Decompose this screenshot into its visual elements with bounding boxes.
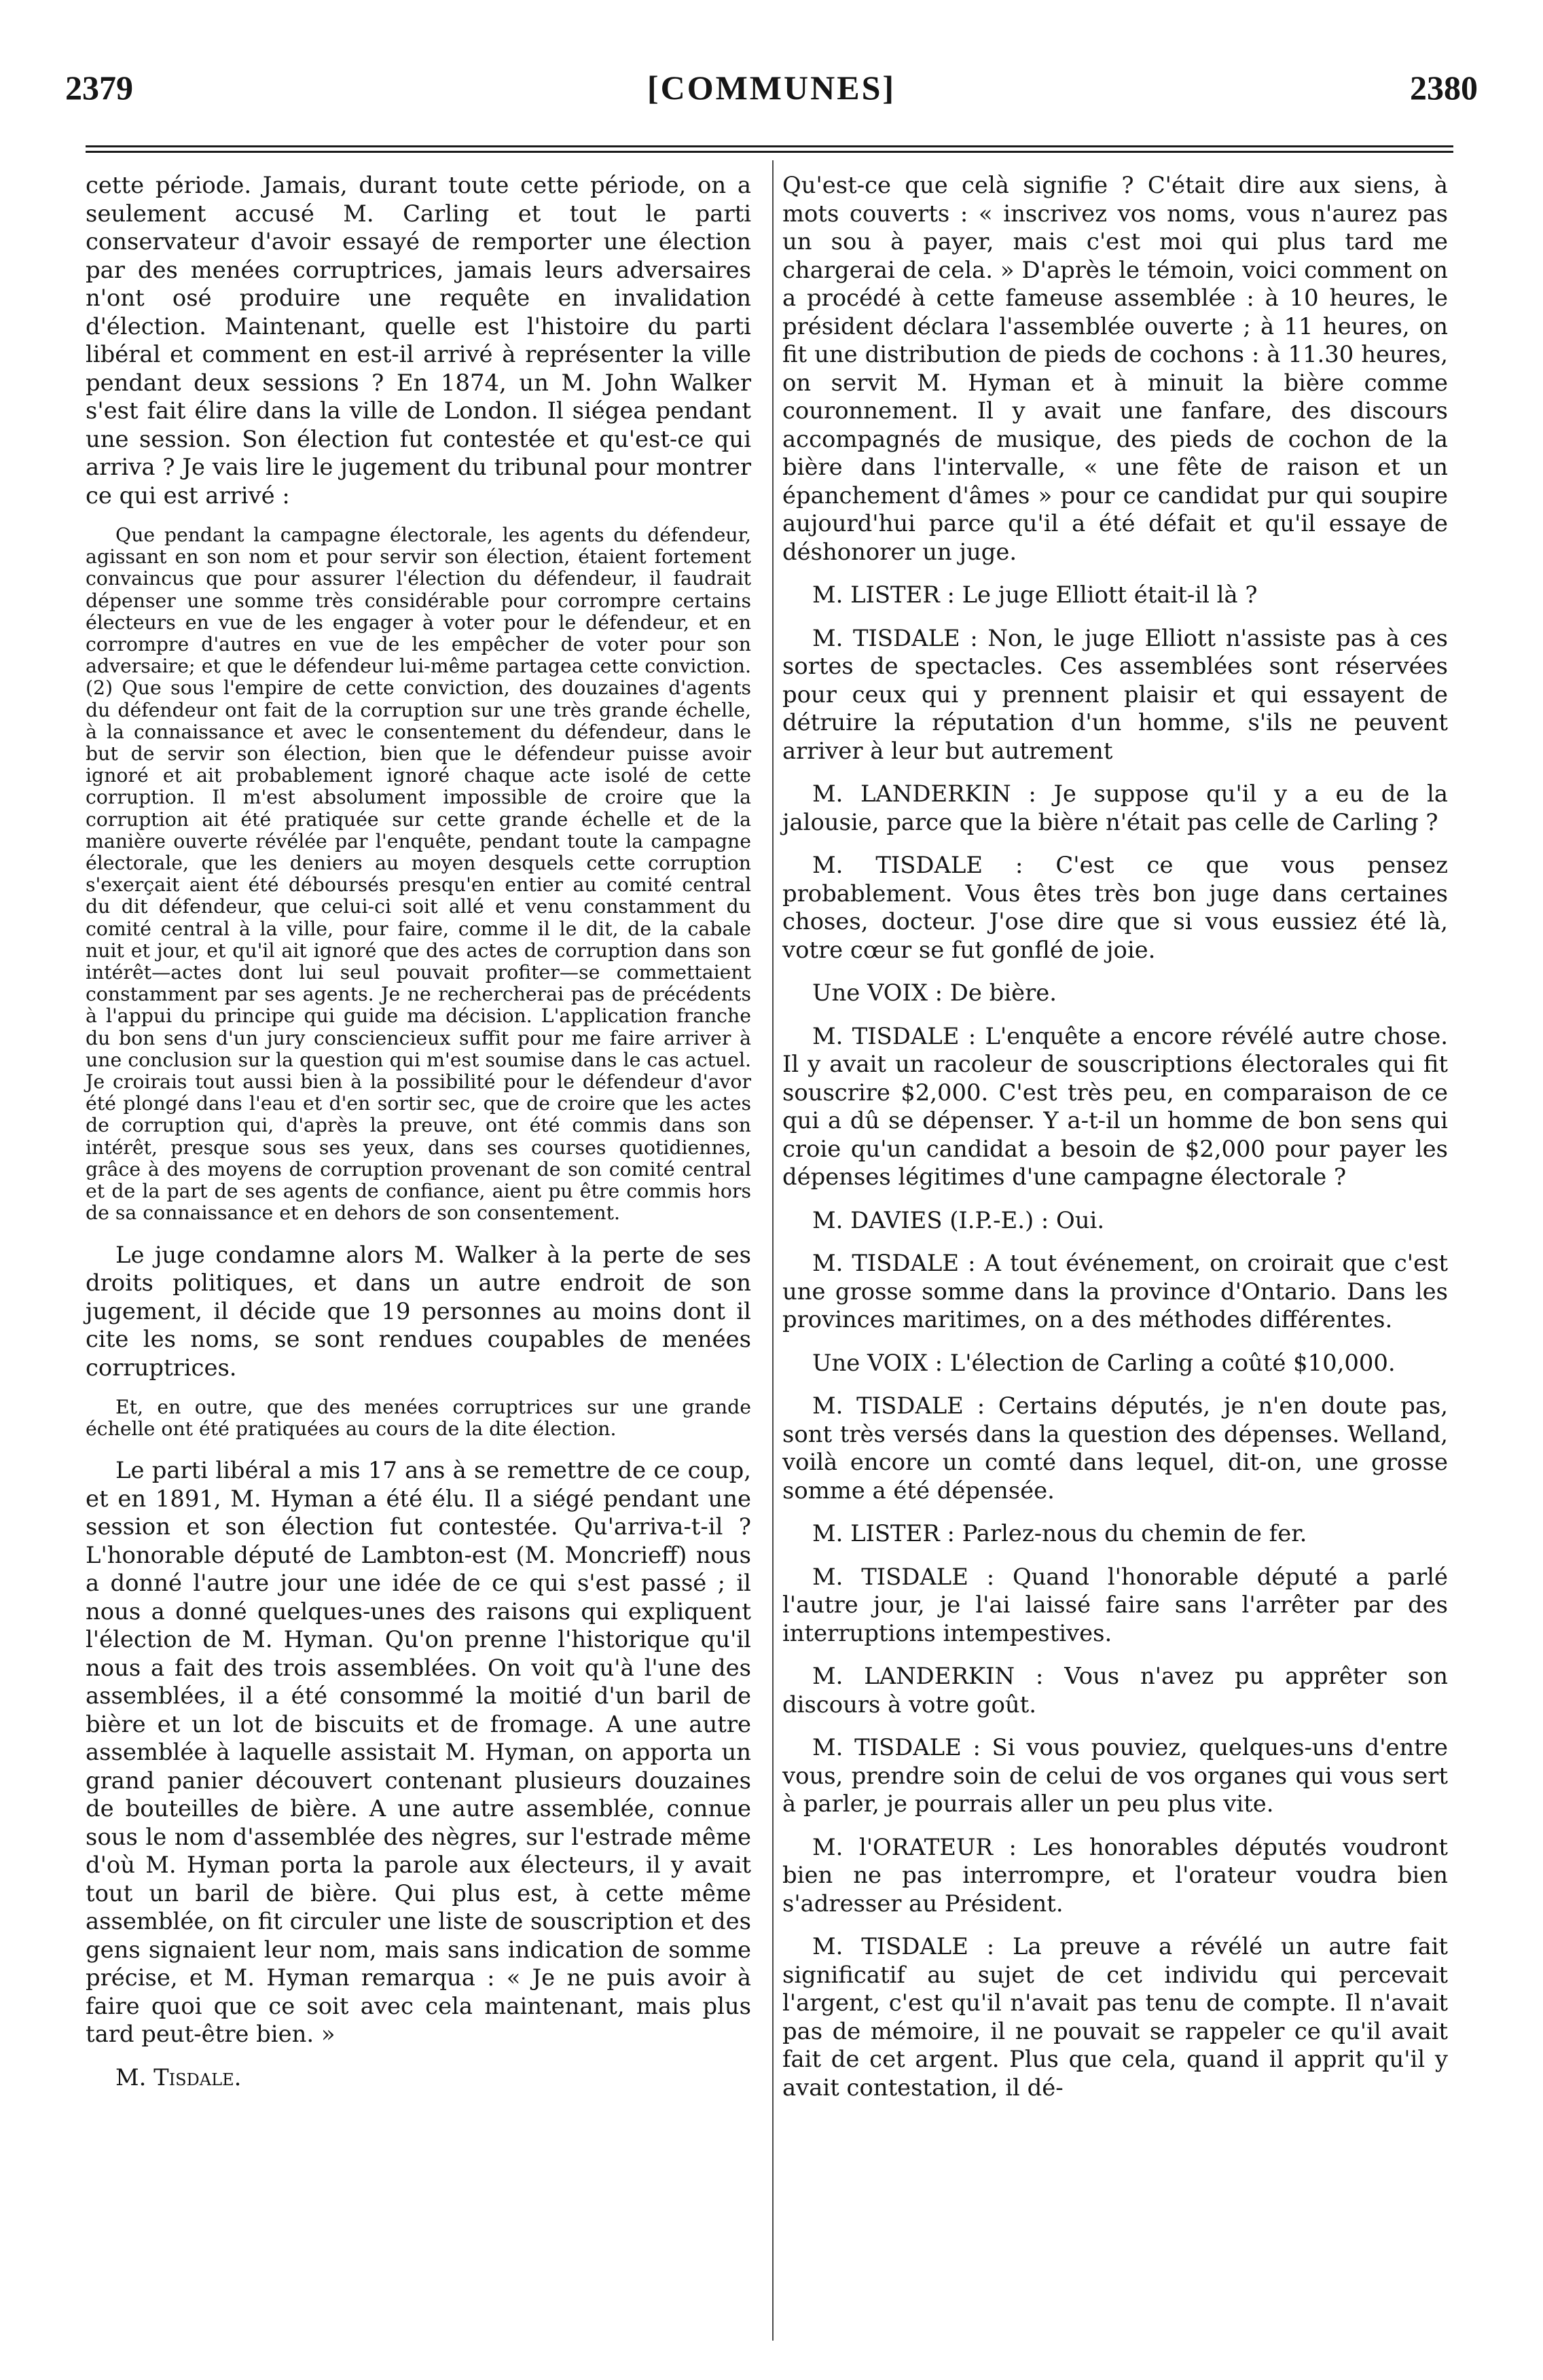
paragraph: Le juge condamne alors M. Walker à la perte de ses droits politiques, et dans un autre endroit de son jugement, il décide que 19 personnes au moins dont il cite les noms, se sont rendues coupables de menées corruptrices. bbox=[86, 1241, 751, 1381]
page-number-left: 2379 bbox=[65, 69, 133, 107]
speaker-paragraph: Une VOIX : L'élection de Carling a coûté $10,000. bbox=[812, 1349, 1396, 1376]
judgment-quotation: Que pendant la campagne électorale, les agents du défendeur, agissant en son nom et pour servir son élection, étaient fortement convaincus que pour assurer l'élection du défendeur, il faudrait dépenser une somme très considérable pour corrompre certains électeurs en vue de les engager à voter pour le défendeur, et en corrompre d'autres en vue de les empêcher de voter pour son adversaire; et que le défendeur lui-même partagea cette conviction. (2) Que sous l'empire de cette conviction, des douzaines d'agents du défendeur ont fait de la corruption sur une très grande échelle, à la connaissance et avec le consentement du défendeur, dans le but de servir son élection, bien que le défendeur puisse avoir ignoré et ait probablement ignoré chaque acte isolé de cette corruption. Il m'est absolument impossible de croire que la corruption ait été pratiquée sur cette grande échelle et de la manière ouverte révélée par l'enquête, pendant toute la campagne électorale, que les deniers au moyen desquels cette corruption s'exerçait aient été déboursés presqu'en entier au comité central du dit défendeur, que celui-ci soit allé et venu constamment du comité central à la ville, pour faire, comme il le dit, de la cabale nuit et jour, et qu'il ait ignoré que des actes de corruption dans son intérêt—actes dont lui seul pouvait profiter—se commettaient constamment par ses agents. Je ne rechercherai pas de précédents à l'appui du principe qui guide ma décision. L'application franche du bon sens d'un jury consciencieux suffit pour me faire arriver à une conclusion sur la question qui m'est soumise dans le cas actuel. Je croirais tout aussi bien à la possibilité pour le défendeur d'avor été plongé dans l'eau et d'en sortir sec, que de croire que les actes de corruption qui, d'après la preuve, ont été commis dans son intérêt, presque sous ses yeux, dans ses courses quotidiennes, grâce à des moyens de corruption provenant de son comité central et de la part de ses agents de confiance, aient pu être commis hors de sa connaissance et en dehors de son consentement. bbox=[86, 524, 751, 1225]
paragraph: cette période. Jamais, durant toute cette période, on a seulement accusé M. Carling et tout le parti conservateur d'avoir essayé de remporter une élection par des menées corruptrices, jamais leurs adversaires n'ont osé produire une requête en invalidation d'élection. Maintenant, quelle est l'histoire du parti libéral et comment en est-il arrivé à représenter la ville pendant deux sessions ? En 1874, un M. John Walker s'est fait élire dans la ville de London. Il siégea pendant une session. Son élection fut contestée et qu'est-ce qui arriva ? Je vais lire le jugement du tribunal pour montrer ce qui est arrivé : bbox=[86, 172, 751, 509]
page-number-right: 2380 bbox=[1410, 69, 1478, 107]
header-rule-top bbox=[86, 145, 1453, 147]
speaker-paragraph: M. TISDALE : Si vous pouviez, quelques-uns d'entre vous, prendre soin de celui de vos organes qui vous sert à parler, je pourrais aller un peu plus vite. bbox=[782, 1734, 1448, 1817]
speaker-paragraph: M. TISDALE : Quand l'honorable député a parlé l'autre jour, je l'ai laissé faire sans l'arrêter par des interruptions intempestives. bbox=[782, 1563, 1448, 1646]
speaker-paragraph: M. LANDERKIN : Vous n'avez pu apprêter son discours à votre goût. bbox=[782, 1663, 1448, 1718]
speaker-signature: M. Tisdale. bbox=[115, 2063, 242, 2091]
right-column bbox=[782, 171, 1448, 2116]
judgment-quotation: Et, en outre, que des menées corruptrices sur une grande échelle ont été pratiquées au cours de la dite élection. bbox=[86, 1396, 751, 1441]
speaker-paragraph: M. TISDALE : A tout événement, on croirait que c'est une grosse somme dans la province d'Ontario. Dans les provinces maritimes, on a des méthodes différentes. bbox=[782, 1250, 1448, 1333]
speaker-paragraph: M. l'ORATEUR : Les honorables députés voudront bien ne pas interrompre, et l'orateur voudra bien s'adresser au Président. bbox=[782, 1833, 1448, 1917]
speaker-paragraph: M. TISDALE : C'est ce que vous pensez probablement. Vous êtes très bon juge dans certaines choses, docteur. J'ose dire que si vous eussiez été là, votre cœur se fut gonflé de joie. bbox=[782, 852, 1448, 963]
speaker-paragraph: M. LISTER : Le juge Elliott était-il là ? bbox=[812, 581, 1258, 608]
speaker-paragraph: M. LANDERKIN : Je suppose qu'il y a eu de la jalousie, parce que la bière n'était pas celle de Carling ? bbox=[782, 780, 1448, 835]
column-divider bbox=[772, 160, 774, 2341]
header-rule-bottom bbox=[86, 151, 1453, 153]
paragraph: Le parti libéral a mis 17 ans à se remettre de ce coup, et en 1891, M. Hyman a été élu. Il a siégé pendant une session et son élection fut contestée. Qu'arriva-t-il ? L'honorable député de Lambton-est (M. Moncrieff) nous a donné l'autre jour une idée de ce qui s'est passé ; il nous a donné quelques-unes des raisons qui expliquent l'élection de M. Hyman. Qu'on prenne l'historique qu'il nous a fait des trois assemblées. On voit qu'à l'une des assemblées, il a été consommé la moitié d'un baril de bière et un lot de biscuits et de fromage. A une autre assemblée à laquelle assistait M. Hyman, on apporta un grand panier découvert contenant plusieurs douzaines de bouteilles de bière. A une autre assemblée, connue sous le nom d'assemblée des nègres, sur l'estrade même d'où M. Hyman porta la parole aux électeurs, il y avait tout un baril de bière. Qui plus est, à cette même assemblée, on fit circuler une liste de souscription et des gens signaient leur nom, mais sans indication de somme précise, et M. Hyman remarqua : « Je ne puis avoir à faire quoi que ce soit avec cela maintenant, mais plus tard peut-être bien. » bbox=[86, 1457, 751, 2048]
speaker-paragraph: M. TISDALE : La preuve a révélé un autre fait significatif au sujet de cet individu qui percevait l'argent, c'est qu'il n'avait pas tenu de compte. Il n'avait pas de mémoire, il ne pouvait se rappeler ce qu'il avait fait de cet argent. Plus que cela, quand il apprit qu'il y avait contestation, il dé- bbox=[782, 1933, 1448, 2101]
page-header bbox=[65, 57, 1478, 118]
speaker-paragraph: M. TISDALE : L'enquête a encore révélé autre chose. Il y avait un racoleur de souscriptions électorales qui fit souscrire $2,000. C'est très peu, en comparaison de ce qui a dû se dépenser. Y a-t-il un homme de bon sens qui croie qu'un candidat a besoin de $2,000 pour payer les dépenses légitimes d'une campagne électorale ? bbox=[782, 1022, 1448, 1190]
speaker-paragraph: M. DAVIES (I.P.-E.) : Oui. bbox=[812, 1206, 1105, 1233]
paragraph: Qu'est-ce que celà signifie ? C'était dire aux siens, à mots couverts : « inscrivez vos noms, vous n'aurez pas un sou à payer, mais c'est moi qui plus tard me chargerai de cela. » D'après le témoin, voici comment on a procédé à cette fameuse assemblée : à 10 heures, le président déclara l'assemblée ouverte ; à 11 heures, on fit une distribution de pieds de cochons : à 11.30 heures, on servit M. Hyman et à minuit la bière comme couronnement. Il y avait une fanfare, des discours accompagnés de musique, des pieds de cochon de la bière dans l'intervalle, « une fête de raison et un épanchement d'âmes » pour ce candidat pur qui soupire aujourd'hui parce qu'il a été défait et qu'il essaye de déshonorer un juge. bbox=[782, 172, 1448, 565]
speaker-paragraph: Une VOIX : De bière. bbox=[812, 979, 1057, 1006]
left-column bbox=[86, 171, 751, 2091]
running-title: [COMMUNES] bbox=[647, 69, 896, 107]
speaker-paragraph: M. TISDALE : Non, le juge Elliott n'assiste pas à ces sortes de spectacles. Ces assemblées sont réservées pour ceux qui y prennent plaisir et qui essayent de détruire la réputation d'un homme, s'ils ne peuvent arriver à leur but autrement bbox=[782, 624, 1448, 764]
speaker-paragraph: M. LISTER : Parlez-nous du chemin de fer. bbox=[812, 1520, 1307, 1547]
speaker-paragraph: M. TISDALE : Certains députés, je n'en doute pas, sont très versés dans la question des dépenses. Welland, voilà encore un comté dans lequel, dit-on, une grosse somme a été dépensée. bbox=[782, 1392, 1448, 1504]
